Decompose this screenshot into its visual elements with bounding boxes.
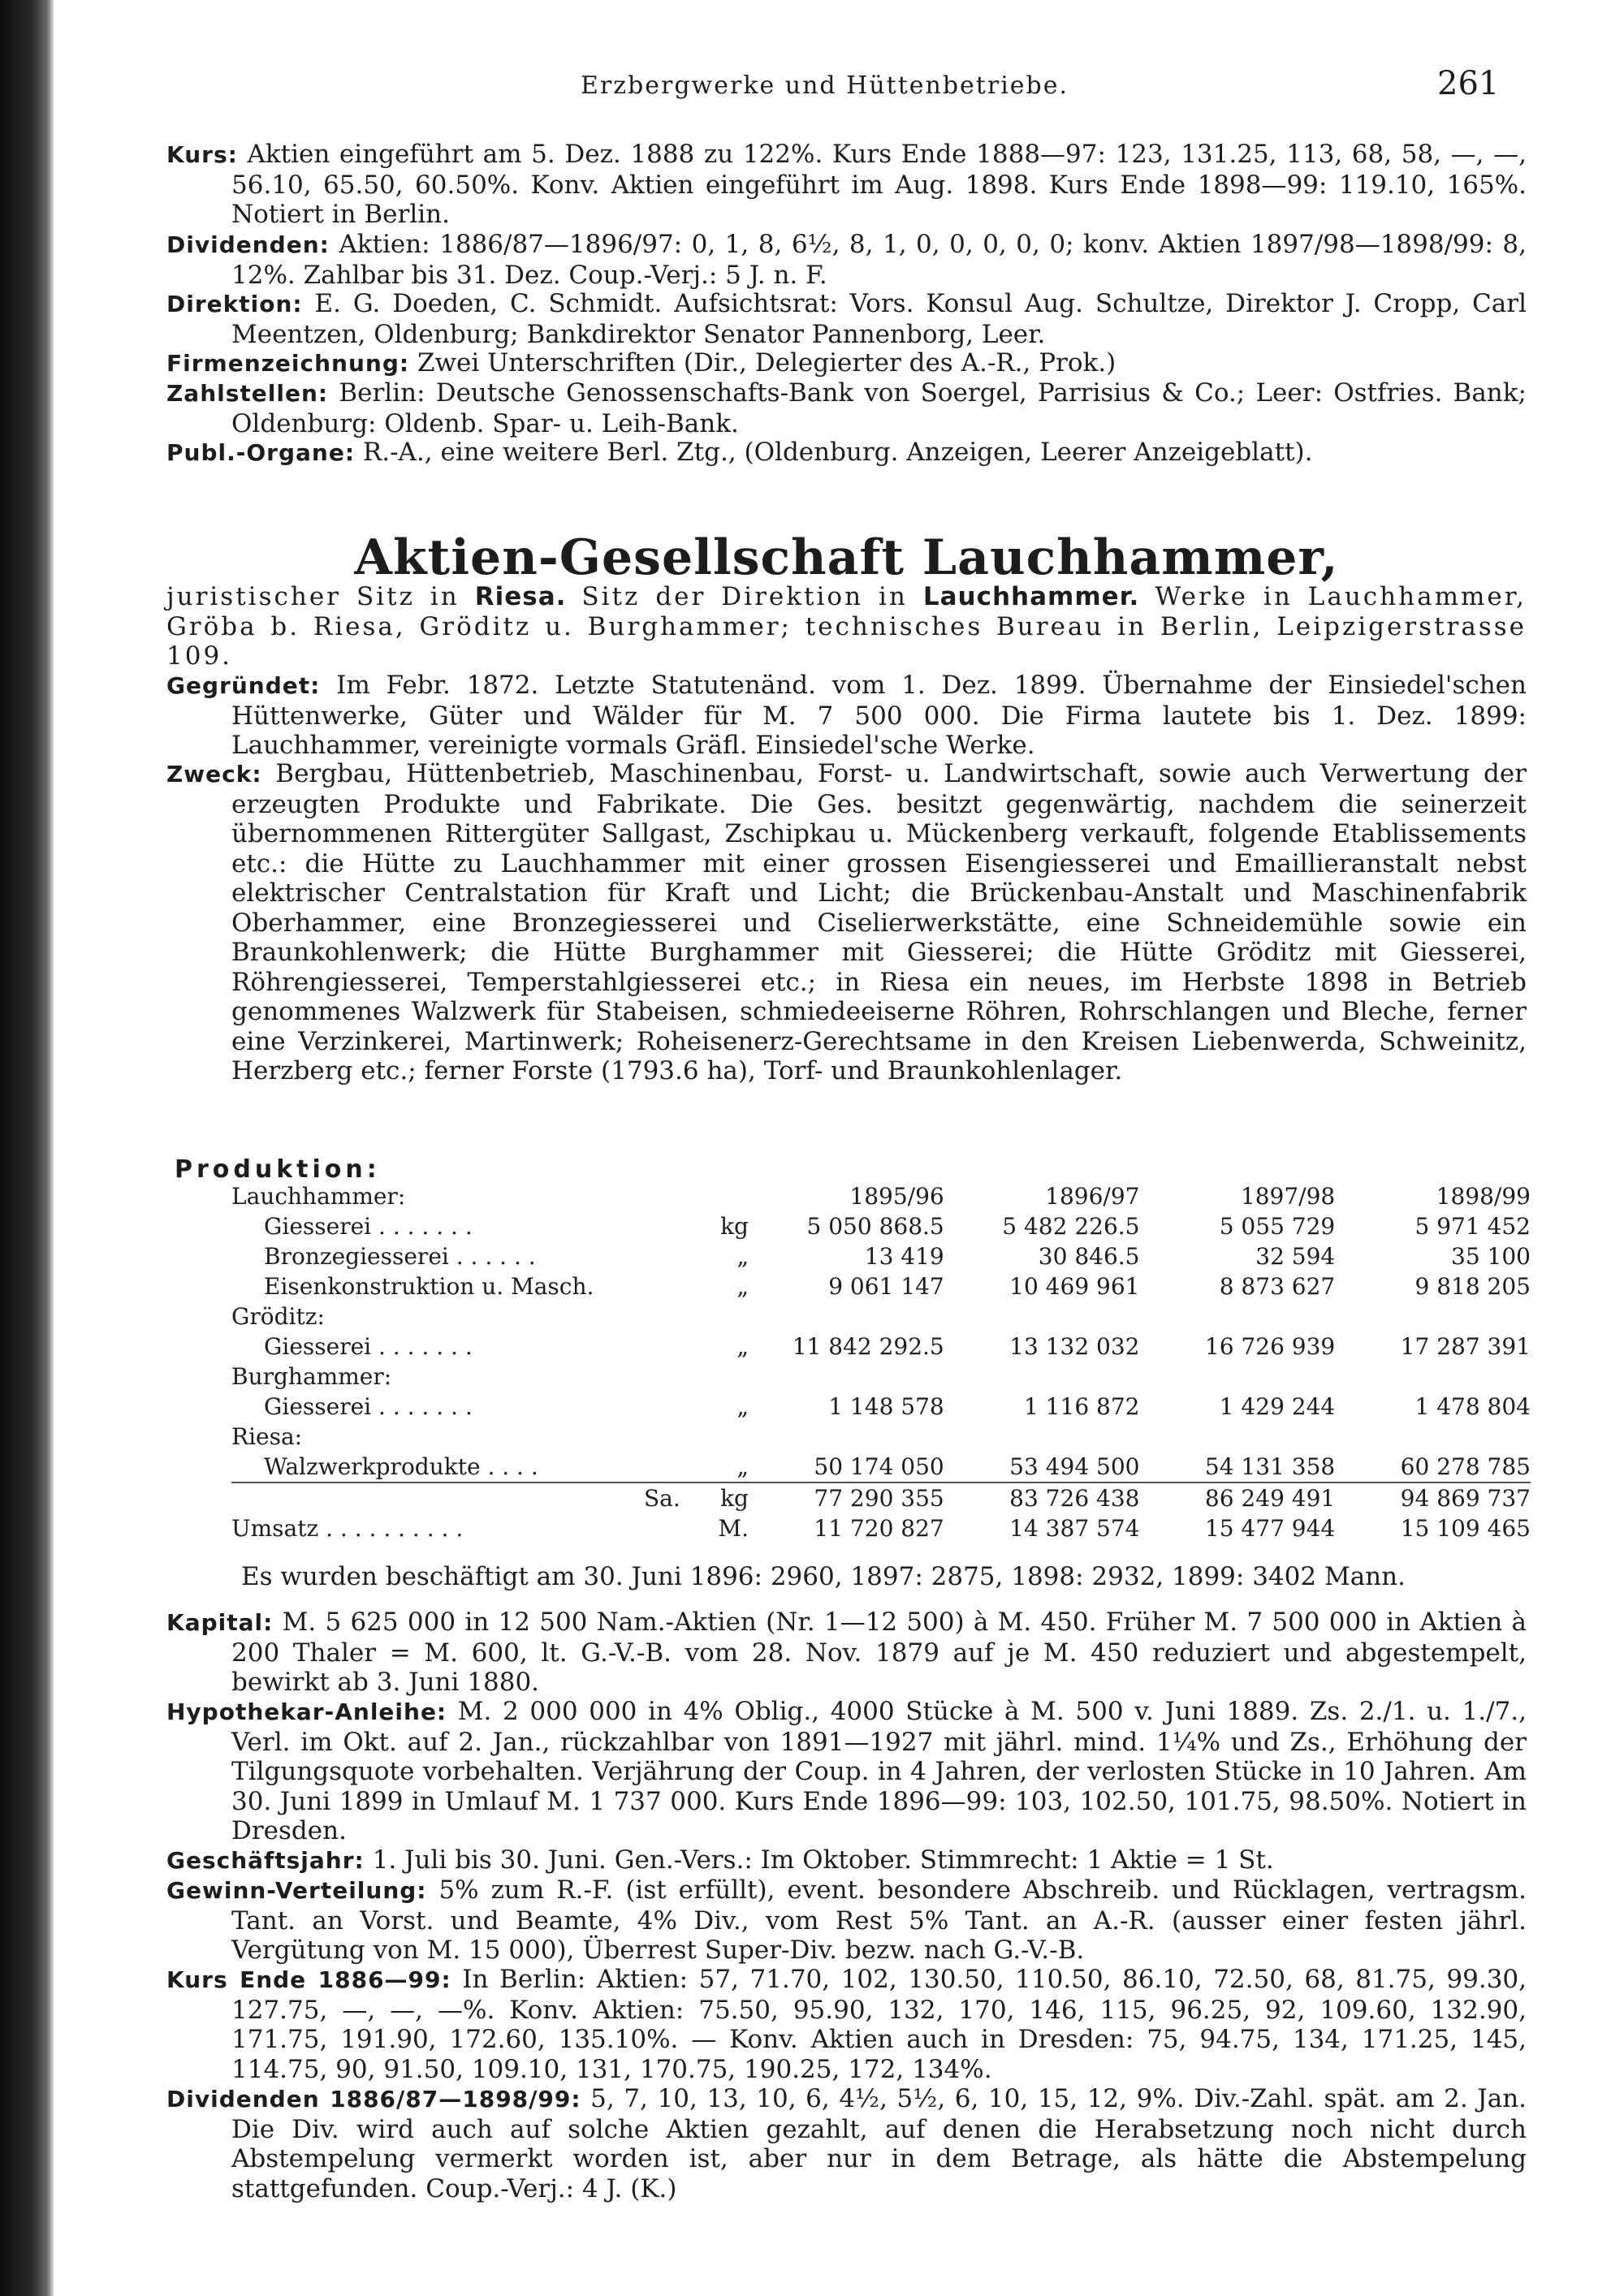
entry-label: Kapital: bbox=[166, 1609, 274, 1636]
cell-value: 9 061 147 bbox=[828, 1273, 944, 1300]
entry-label: Gegründet: bbox=[166, 672, 321, 699]
row-name: Walzwerkprodukte . . . . bbox=[264, 1453, 538, 1480]
cell-value: 11 842 292.5 bbox=[792, 1333, 944, 1360]
cell-value: 60 278 785 bbox=[1400, 1453, 1531, 1480]
entry-label: Geschäftsjahr: bbox=[166, 1847, 365, 1874]
site-name: Gröditz: bbox=[231, 1303, 325, 1330]
entry-label: Dividenden: bbox=[166, 231, 330, 258]
row-unit: „ bbox=[736, 1393, 749, 1420]
entry-text: R.-A., eine weitere Berl. Ztg., (Oldenburg. Anzeigen, Leerer Anzeigeblatt). bbox=[362, 438, 1313, 467]
entry-gewinn-verteilung bbox=[166, 1875, 1527, 1966]
cell-value: 32 594 bbox=[1255, 1243, 1336, 1270]
row-name: Giesserei . . . . . . . bbox=[264, 1213, 473, 1240]
cell-value: 14 387 574 bbox=[1009, 1515, 1140, 1542]
cell-value: 15 109 465 bbox=[1400, 1515, 1531, 1542]
entry-label: Dividenden 1886/87—1898/99: bbox=[166, 2086, 581, 2113]
umsatz-unit: M. bbox=[718, 1515, 749, 1542]
entry-label: Publ.-Organe: bbox=[166, 439, 356, 466]
subtitle-seat: Riesa. bbox=[474, 582, 567, 611]
entry-dividenden-lauchhammer bbox=[166, 2084, 1527, 2203]
entry-text: Im Febr. 1872. Letzte Statutenänd. vom 1. Dez. 1899. Übernahme der Einsiedel'schen Hüttenwerke, Güter und Wälder für M. 7 500 000. Die Firma lautete bis 1. Dez. 1899: Lauchhammer, vereinigte vormals Gräfl. Einsiedel'sche Werke. bbox=[231, 671, 1527, 760]
cell-value: 10 469 961 bbox=[1009, 1273, 1140, 1300]
subtitle-part: juristischer Sitz in bbox=[166, 582, 460, 611]
cell-value: 50 174 050 bbox=[814, 1453, 944, 1480]
entry-label: Kurs: bbox=[166, 141, 238, 168]
site-name: Lauchhammer: bbox=[231, 1183, 406, 1210]
production-table bbox=[231, 1181, 1531, 1543]
site-name: Burghammer: bbox=[231, 1363, 392, 1390]
entry-firmenzeichnung bbox=[166, 348, 1527, 379]
year-header: 1897/98 bbox=[1240, 1183, 1336, 1210]
entry-label: Zweck: bbox=[166, 761, 262, 788]
running-head: Erzbergwerke und Hüttenbetriebe. bbox=[581, 71, 1069, 100]
entry-label: Hypothekar-Anleihe: bbox=[166, 1698, 447, 1725]
cell-value: 9 818 205 bbox=[1415, 1273, 1531, 1300]
cell-value: 30 846.5 bbox=[1038, 1243, 1140, 1270]
entry-label: Gewinn-Verteilung: bbox=[166, 1877, 427, 1904]
row-unit: „ bbox=[736, 1333, 749, 1360]
entry-text: 1. Juli bis 30. Juni. Gen.-Vers.: Im Oktober. Stimmrecht: 1 Aktie = 1 St. bbox=[372, 1845, 1274, 1875]
cell-value: 5 482 226.5 bbox=[1002, 1213, 1140, 1240]
entry-label: Zahlstellen: bbox=[166, 380, 329, 407]
subtitle-part: Sitz der Direktion in bbox=[581, 582, 908, 611]
year-header: 1895/96 bbox=[849, 1183, 944, 1210]
cell-value: 11 720 827 bbox=[814, 1515, 944, 1542]
cell-value: 16 726 939 bbox=[1204, 1333, 1336, 1360]
table-row bbox=[231, 1241, 1531, 1271]
row-name: Giesserei . . . . . . . bbox=[264, 1393, 473, 1420]
entry-text: Berlin: Deutsche Genossenschafts-Bank von Soergel, Parrisius & Co.; Leer: Ostfries. Bank; Oldenburg: Oldenb. Spar- u. Leih-Bank. bbox=[231, 378, 1527, 438]
cell-value: 5 055 729 bbox=[1219, 1213, 1336, 1240]
entry-text: In Berlin: Aktien: 57, 71.70, 102, 130.50, 110.50, 86.10, 72.50, 68, 81.75, 99.30, 127.75, —, —, —%. Konv. Aktien: 75.50, 95.90, 132, 170, 146, 115, 96.25, 92, 109.60, 132.90, 171.75, 191.90, 172.60, 135.10%. — Konv. Aktien auch in Dresden: 75, 94.75, 134, 171.25, 145, 114.75, 90, 91.50, 109.10, 131, 170.75, 190.25, 172, 134%. bbox=[231, 1965, 1527, 2084]
cell-value: 1 116 872 bbox=[1023, 1393, 1140, 1420]
entry-text: M. 2 000 000 in 4% Oblig., 4000 Stücke à M. 500 v. Juni 1889. Zs. 2./1. u. 1./7., Verl. im Okt. auf 2. Jan., rückzahlbar von 1891—1927 mit jährl. mind. 1¼% und Zs., Erhöhung der Tilgungsquote vorbehalten. Verjährung der Coup. in 4 Jahren, der verlosten Stücke in 10 Jahren. Am 30. Juni 1899 in Umlauf M. 1 737 000. Kurs Ende 1896—99: 103, 102.50, 101.75, 98.50%. Notiert in Dresden. bbox=[231, 1697, 1527, 1845]
entry-text: M. 5 625 000 in 12 500 Nam.-Aktien (Nr. 1—12 500) à M. 450. Früher M. 7 500 000 in Aktien à 200 Thaler = M. 600, lt. G.-V.-B. vom 28. Nov. 1879 auf je M. 450 reduziert und abgestempelt, bewirkt ab 3. Juni 1880. bbox=[231, 1608, 1527, 1697]
entry-text: Aktien: 1886/87—1896/97: 0, 1, 8, 6½, 8, 1, 0, 0, 0, 0, 0; konv. Aktien 1897/98—1898/99: 8, 12%. Zahlbar bis 31. Dez. Coup.-Verj.: 5 J. n. F. bbox=[231, 230, 1527, 290]
umsatz-label: Umsatz . . . . . . . . . . bbox=[231, 1515, 464, 1542]
entry-text: 5, 7, 10, 13, 10, 6, 4½, 5½, 6, 10, 15, 12, 9%. Div.-Zahl. spät. am 2. Jan. Die Div. wird auch auf solche Aktien gezahlt, auf denen die Herabsetzung noch nicht durch Abstempelung vermerkt worden ist, aber nur in dem Betrage, als hätte die Abstempelung stattgefunden. Coup.-Verj.: 4 J. (K.) bbox=[231, 2084, 1527, 2203]
cell-value: 5 971 452 bbox=[1415, 1213, 1531, 1240]
page-number: 261 bbox=[1437, 65, 1500, 102]
entry-text: Bergbau, Hüttenbetrieb, Maschinenbau, Forst- u. Landwirtschaft, sowie auch Verwertung der erzeugten Produkte und Fabrikate. Die Ges. besitzt gegenwärtig, nachdem die seinerzeit übernommenen Rittergüter Sallgast, Zschipkau u. Mückenberg verkauft, folgende Etablissements etc.: die Hütte zu Lauchhammer mit einer grossen Eisengiesserei und Emaillieranstalt nebst elektrischer Centralstation für Kraft und Licht; die Brückenbau-Anstalt und Maschinenfabrik Oberhammer, eine Bronzegiesserei und Ciselierwerkstätte, eine Schneidemühle sowie ein Braunkohlenwerk; die Hütte Burghammer mit Giesserei; die Hütte Gröditz mit Giesserei, Röhrengiesserei, Temperstahlgiesserei etc.; in Riesa ein neues, im Herbste 1898 in Betrieb genommenes Walzwerk für Stabeisen, schmiedeeiserne Röhren, Rohrschlangen und Bleche, ferner eine Verzinkerei, Martinwerk; Roheisenerz-Gerechtsame in den Kreisen Liebenwerda, Schweinitz, Herzberg etc.; ferner Forste (1793.6 ha), Torf- und Braunkohlenlager. bbox=[231, 759, 1527, 1085]
cell-value: 77 290 355 bbox=[749, 1482, 944, 1513]
subtitle-part: Werke in Lauchhammer, Gröba b. Riesa, Gröditz u. Burghammer; technisches Bureau in Berlin, Leipzigerstrasse 109. bbox=[166, 582, 1527, 671]
subtitle-direction: Lauchhammer. bbox=[922, 582, 1140, 611]
entry-text: Aktien eingeführt am 5. Dez. 1888 zu 122%. Kurs Ende 1888—97: 123, 131.25, 113, 68, 58, —, —, 56.10, 65.50, 60.50%. Konv. Aktien eingeführt im Aug. 1898. Kurs Ende 1898—99: 119.10, 165%. Notiert in Berlin. bbox=[231, 140, 1527, 229]
entry-publ-organe bbox=[166, 438, 1527, 468]
employees-note: Es wurden beschäftigt am 30. Juni 1896: 2960, 1897: 2875, 1898: 2932, 1899: 3402 Mann. bbox=[241, 1562, 1406, 1591]
row-unit: kg bbox=[720, 1213, 749, 1240]
book-binding-shadow bbox=[0, 0, 54, 2296]
row-unit: „ bbox=[736, 1453, 749, 1480]
cell-value: 8 873 627 bbox=[1219, 1273, 1336, 1300]
cell-value: 86 249 491 bbox=[1139, 1482, 1335, 1513]
cell-value: 35 100 bbox=[1451, 1243, 1531, 1270]
entry-direktion bbox=[166, 289, 1527, 349]
table-row-site-header bbox=[231, 1422, 1531, 1452]
table-row-sum bbox=[231, 1482, 1531, 1513]
row-name: Eisenkonstruktion u. Masch. bbox=[264, 1273, 594, 1300]
table-row bbox=[231, 1271, 1531, 1301]
table-row bbox=[231, 1331, 1531, 1362]
cell-value: 83 726 438 bbox=[944, 1482, 1140, 1513]
cell-value: 1 148 578 bbox=[828, 1393, 944, 1420]
entry-label: Direktion: bbox=[166, 291, 303, 317]
entry-hypothekar-anleihe bbox=[166, 1697, 1527, 1846]
entry-dividenden bbox=[166, 230, 1527, 290]
cell-value: 1 478 804 bbox=[1415, 1393, 1531, 1420]
site-name: Riesa: bbox=[231, 1423, 303, 1450]
entry-kurs-ende bbox=[166, 1965, 1527, 2084]
table-row-umsatz bbox=[231, 1513, 1531, 1543]
table-row bbox=[231, 1392, 1531, 1422]
table-row-lauchhammer-header bbox=[231, 1181, 1531, 1211]
entry-gegruendet bbox=[166, 671, 1527, 761]
cell-value: 15 477 944 bbox=[1204, 1515, 1336, 1542]
table-row-site-header bbox=[231, 1362, 1531, 1392]
cell-value: 17 287 391 bbox=[1400, 1333, 1531, 1360]
cell-value: 1 429 244 bbox=[1219, 1393, 1336, 1420]
table-row bbox=[231, 1211, 1531, 1241]
entry-text: 5% zum R.-F. (ist erfüllt), event. besondere Abschreib. und Rücklagen, vertragsm. Tant. an Vorst. und Beamte, 4% Div., vom Rest 5% Tant. an A.-R. (ausser einer festen jährl. Vergütung von M. 15 000), Überrest Super-Div. bezw. nach G.-V.-B. bbox=[231, 1875, 1527, 1965]
table-row bbox=[231, 1452, 1531, 1482]
sum-label: Sa. bbox=[231, 1482, 692, 1513]
sum-unit: kg bbox=[692, 1482, 749, 1513]
cell-value: 53 494 500 bbox=[1009, 1453, 1140, 1480]
entry-kapital bbox=[166, 1608, 1527, 1698]
cell-value: 13 419 bbox=[864, 1243, 944, 1270]
entry-geschaeftsjahr bbox=[166, 1845, 1527, 1876]
production-label: Produktion: bbox=[175, 1155, 381, 1184]
company-subtitle bbox=[166, 582, 1527, 671]
entry-text: Zwei Unterschriften (Dir., Delegierter des A.-R., Prok.) bbox=[417, 348, 1116, 378]
entry-label: Firmenzeichnung: bbox=[166, 350, 410, 377]
row-unit: „ bbox=[736, 1243, 749, 1270]
year-header: 1896/97 bbox=[1045, 1183, 1140, 1210]
year-header: 1898/99 bbox=[1436, 1183, 1531, 1210]
cell-value: 54 131 358 bbox=[1204, 1453, 1336, 1480]
table-row-site-header bbox=[231, 1301, 1531, 1331]
entry-label: Kurs Ende 1886—99: bbox=[166, 1966, 451, 1993]
cell-value: 13 132 032 bbox=[1009, 1333, 1140, 1360]
company-title: Aktien-Gesellschaft Lauchhammer, bbox=[354, 529, 1339, 586]
row-unit: „ bbox=[736, 1273, 749, 1300]
cell-value: 5 050 868.5 bbox=[806, 1213, 944, 1240]
row-name: Bronzegiesserei . . . . . . bbox=[264, 1243, 536, 1270]
entry-kurs bbox=[166, 140, 1527, 230]
entry-zweck bbox=[166, 759, 1527, 1086]
cell-value: 94 869 737 bbox=[1335, 1482, 1531, 1513]
entry-text: E. G. Doeden, C. Schmidt. Aufsichtsrat: Vors. Konsul Aug. Schultze, Direktor J. Cropp, Carl Meentzen, Oldenburg; Bankdirektor Senator Pannenborg, Leer. bbox=[231, 289, 1527, 349]
row-name: Giesserei . . . . . . . bbox=[264, 1333, 473, 1360]
entry-zahlstellen bbox=[166, 378, 1527, 438]
